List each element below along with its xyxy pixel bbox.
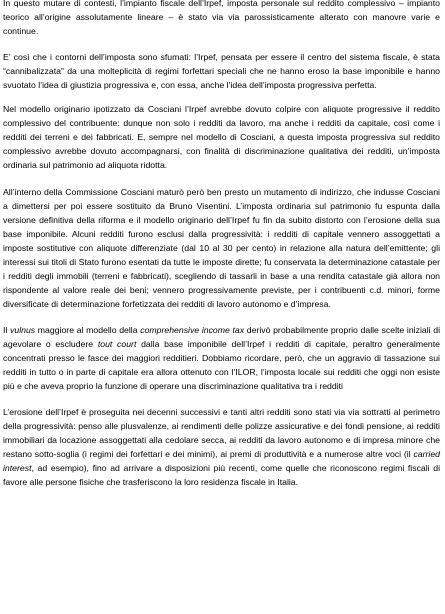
paragraph-4: All’interno della Commissione Cosciani maturò però ben presto un mutamento di indirizzo, che indusse Cosciani a dimettersi per poi essere sostituito da Bruno Visentini. L’imposta ordinaria sul patrimonio fu espunta dalla versione definitiva della riforma e il modello originario dell’Irpef fu fin da subito distorto con l’erosione della sua base imponibile. Alcuni redditi furono esclusi dalla progressività: i redditi di capitale vennero assoggettati a imposte sostitutive con aliquote differenziate (dal 10 al 30 per cento) in relazione alla natura dell’emittente; gli interessi sui titoli di Stato furono esentati da tutte le imposte dirette; fu conservata la determinazione catastale per i redditi degli immobili (terreni e fabbricati), scegliendo di tassarli in base a una rendita catastale già allora non rispondente al valore reale dei beni; vennero progressivamente previste, per i contribuenti c.d. minori, forme diversificate di determinazione forfetizzata dei redditi di lavoro autonomo e d’impresa.: [3, 186, 440, 309]
italic-term: vulnus: [10, 324, 36, 335]
paragraph-3: Nel modello originario ipotizzato da Cosciani l’Irpef avrebbe dovuto colpire con aliquote progressive il reddito complessivo del contribuente: dunque non solo i redditi da lavoro, ma anche i redditi da capitale, così come i redditi dei terreni e dei fabbricati. E, sempre nel modello di Cosciani, a questa imposta progressiva sul reddito complessivo avrebbe dovuto accompagnarsi, con finalità di discriminazione qualitativa dei redditi, un’imposta ordinaria sul patrimonio ad aliquota ridotta.: [3, 104, 440, 171]
paragraph-1: In questo mutare di contesti, l’impianto fiscale dell’Irpef, imposta personale sul reddito complessivo – impianto teorico all’origine assolutamente lineare – è stato via via parossisticamente alterato con manovre varie e continue.: [3, 0, 440, 37]
italic-term: comprehensive income tax: [140, 324, 245, 335]
paragraph-2: E’ così che i contorni dell’imposta sono sfumati: l’Irpef, pensata per essere il centro del sistema fiscale, è stata “cannibalizzata” da una molteplicità di regimi forfettari speciali che ne hanno eroso la base imponibile e hanno svuotato l’idea di giustizia progressiva e, con essa, anche l’idea dell’imposta progressiva perfetta.: [3, 52, 440, 91]
paragraph-5: Il vulnus maggiore al modello della comprehensive income tax derivò probabilmente proprio dalle scelte iniziali di agevolare o escludere tout court dalla base imponibile dell’Irpef i redditi di capitale, peraltro generalmente concentrati presso le fasce dei maggiori redditieri. Dobbiamo ricordare, però, che un aggravio di tassazione sui redditi in tutto o in parte di capitale era allora ottenuto con l’ILOR, l’imposta locale sui redditi che oggi non esiste più e che aveva proprio la funzione di operare una discriminazione qualitativa tra i redditi: [3, 324, 441, 392]
italic-term: carried interest: [3, 449, 440, 474]
document-page: [3, 0, 440, 489]
italic-term: tout court: [97, 338, 137, 349]
paragraph-6: L’erosione dell’Irpef è proseguita nei decenni successivi e tanti altri redditi sono stati via via sottratti al perimetro della progressività: penso alle plusvalenze, ai rendimenti delle polizze assicurative e dei fondi pensione, ai redditi immobiliari da locazione assoggettati alla cedolare secca, ai redditi da lavoro autonomo e di impresa minore che restano sotto-soglia (i regimi dei forfettari e dei minimi), ai premi di produttività e a numerose altre voci (il carried interest, ad esempio), fino ad arrivare a disposizioni più recenti, come quelle che riconoscono regimi fiscali di favore alle persone fisiche che trasferiscono la loro residenza fiscale in Italia.: [3, 407, 440, 488]
